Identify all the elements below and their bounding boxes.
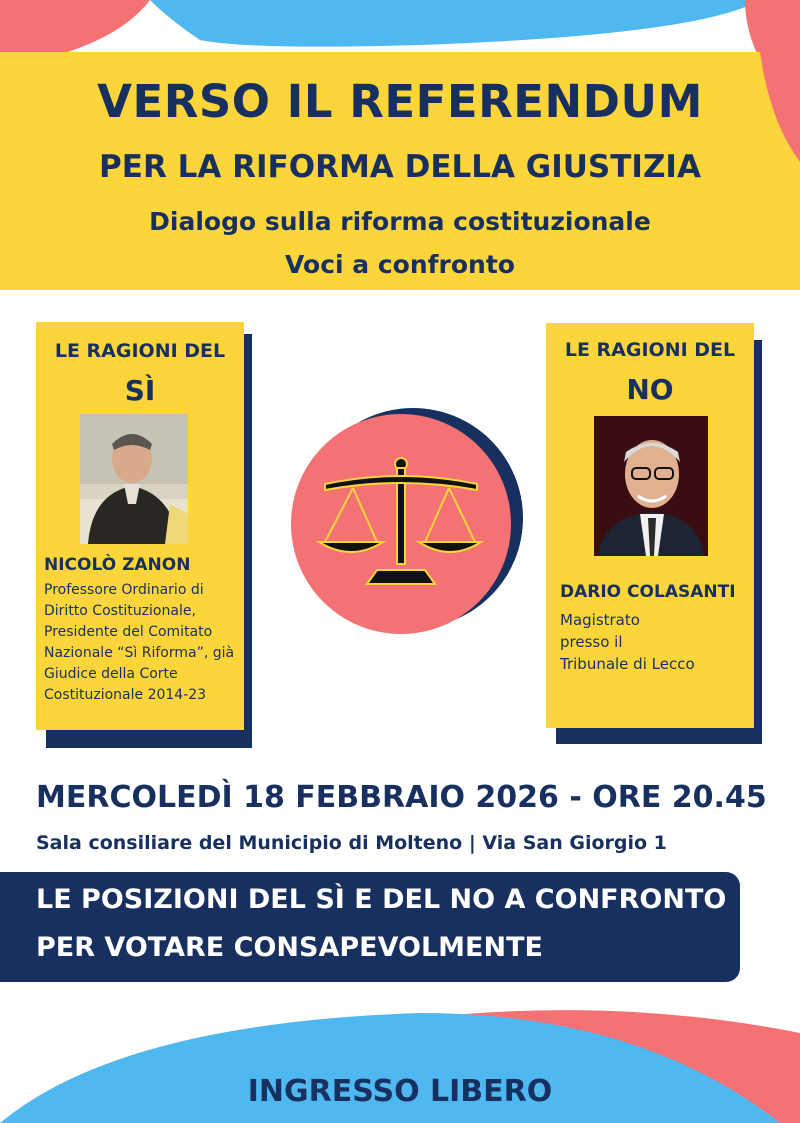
colasanti-photo bbox=[594, 416, 708, 556]
yes-card-heading-answer: SÌ bbox=[124, 374, 156, 407]
tagline-1: Dialogo sulla riforma costituzionale bbox=[149, 207, 651, 236]
no-card-heading-answer: NO bbox=[626, 373, 674, 406]
no-card-heading: LE RAGIONI DEL bbox=[564, 339, 736, 361]
banner-line-1: LE POSIZIONI DEL SÌ E DEL NO A CONFRONTO bbox=[36, 884, 727, 915]
yes-role-line: Nazionale “Sì Riforma”, già bbox=[44, 645, 235, 661]
no-role-line: presso il bbox=[560, 633, 623, 651]
no-speaker-role bbox=[560, 609, 695, 675]
yes-card-heading: LE RAGIONI DEL bbox=[54, 340, 226, 362]
zanon-photo bbox=[80, 414, 188, 544]
yes-speaker-role bbox=[44, 580, 234, 706]
top-decoration bbox=[0, 0, 800, 60]
yes-card bbox=[36, 322, 244, 730]
no-role-line: Tribunale di Lecco bbox=[560, 655, 695, 673]
no-card bbox=[546, 323, 754, 728]
event-datetime: MERCOLEDÌ 18 FEBBRAIO 2026 - ORE 20.45 bbox=[36, 780, 767, 815]
banner-line-2: PER VOTARE CONSAPEVOLMENTE bbox=[36, 932, 543, 963]
yes-role-line: Diritto Costituzionale, bbox=[44, 603, 196, 619]
no-role-line: Magistrato bbox=[560, 611, 640, 629]
no-speaker-name: DARIO COLASANTI bbox=[560, 582, 736, 602]
yes-role-line: Costituzionale 2014-23 bbox=[44, 687, 207, 703]
yes-speaker-name: NICOLÒ ZANON bbox=[44, 555, 191, 575]
balance-scale-icon bbox=[285, 400, 535, 645]
page-title: VERSO IL REFERENDUM bbox=[97, 75, 703, 128]
yes-role-line: Professore Ordinario di bbox=[44, 582, 204, 598]
tagline-2: Voci a confronto bbox=[285, 250, 515, 279]
event-location: Sala consiliare del Municipio di Molteno | Via San Giorgio 1 bbox=[36, 832, 667, 854]
yes-role-line: Giudice della Corte bbox=[44, 666, 178, 682]
page-subtitle: PER LA RIFORMA DELLA GIUSTIZIA bbox=[99, 149, 701, 185]
yes-role-line: Presidente del Comitato bbox=[44, 624, 213, 640]
free-entry-label: INGRESSO LIBERO bbox=[247, 1074, 553, 1109]
